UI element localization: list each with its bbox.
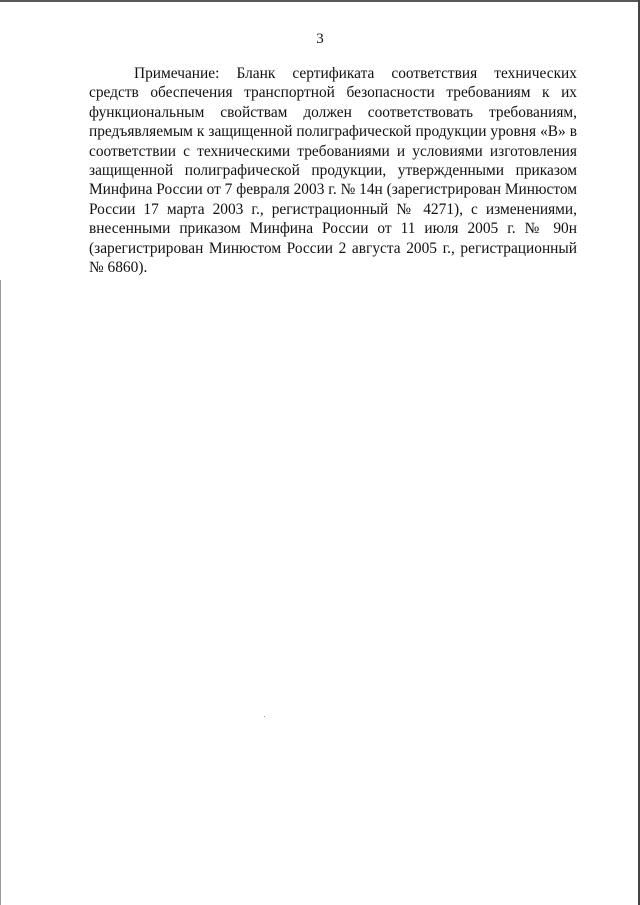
note-paragraph: [89, 64, 577, 277]
scan-edge-left: [0, 280, 1, 905]
page-number: 3: [316, 31, 324, 47]
note-label: Примечание:: [134, 65, 220, 82]
scan-edge-top: [0, 0, 640, 2]
scan-speck: [264, 716, 265, 717]
note-text: Бланк сертификата соответствия технических средств обеспечения транспортной безопасности требованиям к их функциональным свойствам должен соответствовать требованиям, предъявляемым к защищенной полиграфической продукции уровня «В» в соответствии с техническими требованиями и условиями изготовления защищенной полиграфической продукции, утвержденными приказом Минфина России от 7 февраля 2003 г. № 14н (зарегистрирован Минюстом России 17 марта 2003 г., регистрационный № 4271), с изменениями, внесенными приказом Минфина России от 11 июля 2005 г. № 90н (зарегистрирован Минюстом России 2 августа 2005 г., регистрационный № 6860).: [89, 65, 577, 277]
